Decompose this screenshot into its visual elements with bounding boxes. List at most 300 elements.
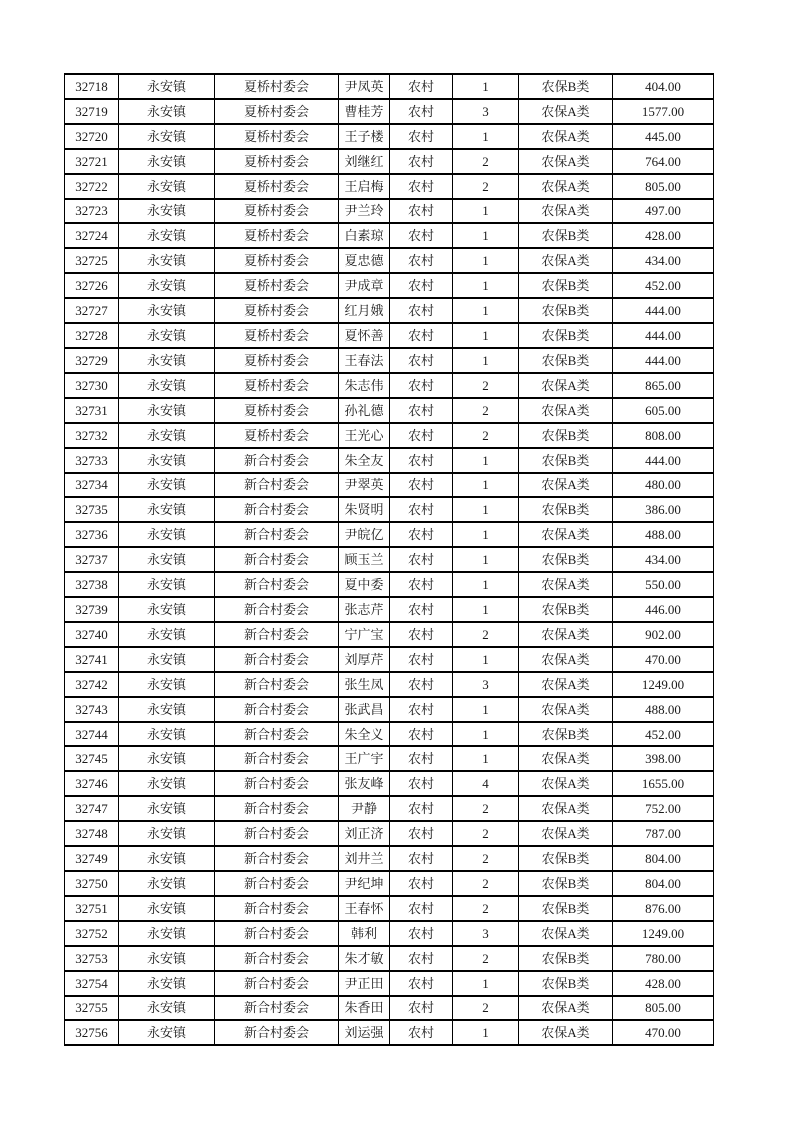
cell-town: 永安镇 xyxy=(119,597,215,622)
cell-town: 永安镇 xyxy=(119,796,215,821)
table-row xyxy=(65,348,714,373)
cell-village-committee: 新合村委会 xyxy=(215,1020,339,1045)
cell-insurance-class: 农保A类 xyxy=(519,647,613,672)
cell-residence-type: 农村 xyxy=(390,722,453,747)
cell-person-count: 1 xyxy=(453,572,519,597)
cell-amount: 444.00 xyxy=(613,348,714,373)
cell-record-id: 32745 xyxy=(65,746,119,771)
cell-person-name: 朱全义 xyxy=(339,722,390,747)
cell-amount: 428.00 xyxy=(613,971,714,996)
cell-village-committee: 新合村委会 xyxy=(215,547,339,572)
cell-person-name: 王启梅 xyxy=(339,174,390,199)
cell-person-count: 2 xyxy=(453,871,519,896)
cell-record-id: 32739 xyxy=(65,597,119,622)
table-row xyxy=(65,946,714,971)
cell-village-committee: 夏桥村委会 xyxy=(215,248,339,273)
cell-town: 永安镇 xyxy=(119,572,215,597)
cell-village-committee: 新合村委会 xyxy=(215,921,339,946)
cell-person-count: 1 xyxy=(453,74,519,99)
cell-amount: 1577.00 xyxy=(613,99,714,124)
table-row xyxy=(65,273,714,298)
table-row xyxy=(65,223,714,248)
cell-town: 永安镇 xyxy=(119,74,215,99)
cell-amount: 787.00 xyxy=(613,821,714,846)
cell-person-count: 1 xyxy=(453,298,519,323)
cell-village-committee: 夏桥村委会 xyxy=(215,298,339,323)
cell-person-name: 刘井兰 xyxy=(339,846,390,871)
cell-amount: 488.00 xyxy=(613,522,714,547)
cell-person-count: 1 xyxy=(453,124,519,149)
cell-town: 永安镇 xyxy=(119,124,215,149)
cell-amount: 497.00 xyxy=(613,199,714,224)
cell-town: 永安镇 xyxy=(119,473,215,498)
cell-town: 永安镇 xyxy=(119,373,215,398)
cell-village-committee: 新合村委会 xyxy=(215,746,339,771)
cell-person-name: 尹纪坤 xyxy=(339,871,390,896)
cell-record-id: 32737 xyxy=(65,547,119,572)
cell-record-id: 32749 xyxy=(65,846,119,871)
cell-town: 永安镇 xyxy=(119,174,215,199)
cell-person-count: 1 xyxy=(453,722,519,747)
cell-insurance-class: 农保B类 xyxy=(519,348,613,373)
cell-insurance-class: 农保B类 xyxy=(519,971,613,996)
cell-person-count: 3 xyxy=(453,921,519,946)
cell-insurance-class: 农保A类 xyxy=(519,174,613,199)
cell-residence-type: 农村 xyxy=(390,547,453,572)
cell-person-name: 宁广宝 xyxy=(339,622,390,647)
table-row xyxy=(65,572,714,597)
cell-insurance-class: 农保A类 xyxy=(519,572,613,597)
cell-record-id: 32747 xyxy=(65,796,119,821)
cell-person-count: 2 xyxy=(453,946,519,971)
cell-person-name: 王广宇 xyxy=(339,746,390,771)
cell-town: 永安镇 xyxy=(119,771,215,796)
cell-insurance-class: 农保A类 xyxy=(519,124,613,149)
cell-residence-type: 农村 xyxy=(390,323,453,348)
cell-person-name: 尹兰玲 xyxy=(339,199,390,224)
cell-village-committee: 夏桥村委会 xyxy=(215,149,339,174)
cell-amount: 398.00 xyxy=(613,746,714,771)
cell-village-committee: 新合村委会 xyxy=(215,946,339,971)
cell-town: 永安镇 xyxy=(119,896,215,921)
cell-person-count: 1 xyxy=(453,522,519,547)
cell-person-count: 1 xyxy=(453,746,519,771)
table-row xyxy=(65,124,714,149)
cell-person-count: 1 xyxy=(453,473,519,498)
cell-residence-type: 农村 xyxy=(390,921,453,946)
cell-residence-type: 农村 xyxy=(390,896,453,921)
cell-town: 永安镇 xyxy=(119,722,215,747)
cell-residence-type: 农村 xyxy=(390,622,453,647)
cell-village-committee: 夏桥村委会 xyxy=(215,124,339,149)
cell-insurance-class: 农保B类 xyxy=(519,597,613,622)
cell-village-committee: 新合村委会 xyxy=(215,996,339,1021)
table-row xyxy=(65,74,714,99)
cell-person-name: 尹皖亿 xyxy=(339,522,390,547)
cell-person-count: 1 xyxy=(453,497,519,522)
cell-village-committee: 新合村委会 xyxy=(215,647,339,672)
cell-insurance-class: 农保A类 xyxy=(519,796,613,821)
cell-amount: 804.00 xyxy=(613,871,714,896)
cell-person-name: 朱才敏 xyxy=(339,946,390,971)
table-row xyxy=(65,746,714,771)
cell-town: 永安镇 xyxy=(119,298,215,323)
cell-residence-type: 农村 xyxy=(390,124,453,149)
cell-person-name: 尹凤英 xyxy=(339,74,390,99)
cell-insurance-class: 农保B类 xyxy=(519,946,613,971)
cell-person-name: 张武昌 xyxy=(339,697,390,722)
cell-insurance-class: 农保A类 xyxy=(519,697,613,722)
cell-person-name: 王子楼 xyxy=(339,124,390,149)
cell-person-name: 顾玉兰 xyxy=(339,547,390,572)
cell-person-count: 2 xyxy=(453,149,519,174)
table-row xyxy=(65,921,714,946)
table-row xyxy=(65,373,714,398)
cell-village-committee: 新合村委会 xyxy=(215,871,339,896)
cell-town: 永安镇 xyxy=(119,199,215,224)
cell-residence-type: 农村 xyxy=(390,149,453,174)
cell-person-count: 1 xyxy=(453,597,519,622)
cell-person-name: 红月娥 xyxy=(339,298,390,323)
cell-town: 永安镇 xyxy=(119,547,215,572)
cell-amount: 805.00 xyxy=(613,174,714,199)
cell-person-count: 1 xyxy=(453,547,519,572)
cell-amount: 902.00 xyxy=(613,622,714,647)
cell-amount: 865.00 xyxy=(613,373,714,398)
table-row xyxy=(65,846,714,871)
cell-amount: 428.00 xyxy=(613,223,714,248)
table-row xyxy=(65,597,714,622)
table-row xyxy=(65,672,714,697)
cell-village-committee: 夏桥村委会 xyxy=(215,74,339,99)
cell-town: 永安镇 xyxy=(119,223,215,248)
cell-person-name: 张友峰 xyxy=(339,771,390,796)
cell-amount: 764.00 xyxy=(613,149,714,174)
table-row xyxy=(65,1020,714,1045)
cell-record-id: 32744 xyxy=(65,722,119,747)
cell-insurance-class: 农保B类 xyxy=(519,448,613,473)
cell-person-count: 2 xyxy=(453,821,519,846)
cell-record-id: 32751 xyxy=(65,896,119,921)
cell-record-id: 32721 xyxy=(65,149,119,174)
cell-amount: 752.00 xyxy=(613,796,714,821)
cell-insurance-class: 农保A类 xyxy=(519,199,613,224)
cell-town: 永安镇 xyxy=(119,871,215,896)
cell-insurance-class: 农保B类 xyxy=(519,74,613,99)
table-row xyxy=(65,398,714,423)
cell-record-id: 32732 xyxy=(65,423,119,448)
table-row xyxy=(65,448,714,473)
cell-amount: 445.00 xyxy=(613,124,714,149)
cell-residence-type: 农村 xyxy=(390,273,453,298)
cell-record-id: 32720 xyxy=(65,124,119,149)
cell-record-id: 32719 xyxy=(65,99,119,124)
cell-person-name: 韩利 xyxy=(339,921,390,946)
cell-amount: 470.00 xyxy=(613,647,714,672)
cell-person-name: 尹正田 xyxy=(339,971,390,996)
cell-town: 永安镇 xyxy=(119,99,215,124)
cell-person-name: 尹翠英 xyxy=(339,473,390,498)
table-row xyxy=(65,996,714,1021)
cell-residence-type: 农村 xyxy=(390,497,453,522)
cell-residence-type: 农村 xyxy=(390,423,453,448)
cell-person-name: 刘运强 xyxy=(339,1020,390,1045)
cell-amount: 386.00 xyxy=(613,497,714,522)
table-row xyxy=(65,771,714,796)
cell-village-committee: 新合村委会 xyxy=(215,821,339,846)
table-row xyxy=(65,871,714,896)
cell-village-committee: 夏桥村委会 xyxy=(215,423,339,448)
cell-village-committee: 新合村委会 xyxy=(215,497,339,522)
cell-village-committee: 新合村委会 xyxy=(215,522,339,547)
cell-insurance-class: 农保A类 xyxy=(519,248,613,273)
cell-town: 永安镇 xyxy=(119,996,215,1021)
cell-village-committee: 新合村委会 xyxy=(215,597,339,622)
table-row xyxy=(65,796,714,821)
cell-person-count: 1 xyxy=(453,1020,519,1045)
cell-person-count: 1 xyxy=(453,273,519,298)
cell-person-count: 1 xyxy=(453,348,519,373)
cell-insurance-class: 农保B类 xyxy=(519,896,613,921)
cell-insurance-class: 农保B类 xyxy=(519,871,613,896)
cell-amount: 488.00 xyxy=(613,697,714,722)
cell-person-count: 4 xyxy=(453,771,519,796)
cell-record-id: 32756 xyxy=(65,1020,119,1045)
cell-person-name: 王春法 xyxy=(339,348,390,373)
cell-person-count: 2 xyxy=(453,796,519,821)
cell-person-count: 3 xyxy=(453,672,519,697)
cell-amount: 804.00 xyxy=(613,846,714,871)
cell-amount: 780.00 xyxy=(613,946,714,971)
cell-record-id: 32734 xyxy=(65,473,119,498)
cell-record-id: 32724 xyxy=(65,223,119,248)
cell-person-name: 刘继红 xyxy=(339,149,390,174)
cell-residence-type: 农村 xyxy=(390,348,453,373)
cell-town: 永安镇 xyxy=(119,323,215,348)
cell-village-committee: 新合村委会 xyxy=(215,846,339,871)
cell-insurance-class: 农保B类 xyxy=(519,846,613,871)
cell-insurance-class: 农保B类 xyxy=(519,298,613,323)
cell-person-name: 夏怀善 xyxy=(339,323,390,348)
cell-residence-type: 农村 xyxy=(390,199,453,224)
cell-residence-type: 农村 xyxy=(390,597,453,622)
cell-record-id: 32729 xyxy=(65,348,119,373)
cell-town: 永安镇 xyxy=(119,149,215,174)
cell-village-committee: 夏桥村委会 xyxy=(215,223,339,248)
cell-person-name: 曹桂芳 xyxy=(339,99,390,124)
cell-person-name: 张生凤 xyxy=(339,672,390,697)
cell-insurance-class: 农保A类 xyxy=(519,921,613,946)
cell-amount: 434.00 xyxy=(613,547,714,572)
cell-insurance-class: 农保A类 xyxy=(519,373,613,398)
cell-town: 永安镇 xyxy=(119,497,215,522)
cell-amount: 1249.00 xyxy=(613,921,714,946)
cell-amount: 444.00 xyxy=(613,448,714,473)
cell-amount: 550.00 xyxy=(613,572,714,597)
cell-town: 永安镇 xyxy=(119,448,215,473)
cell-record-id: 32718 xyxy=(65,74,119,99)
table-row xyxy=(65,522,714,547)
cell-residence-type: 农村 xyxy=(390,771,453,796)
cell-insurance-class: 农保B类 xyxy=(519,273,613,298)
cell-person-count: 1 xyxy=(453,248,519,273)
cell-person-count: 1 xyxy=(453,971,519,996)
cell-residence-type: 农村 xyxy=(390,74,453,99)
cell-person-name: 朱贤明 xyxy=(339,497,390,522)
cell-residence-type: 农村 xyxy=(390,946,453,971)
cell-insurance-class: 农保A类 xyxy=(519,672,613,697)
cell-village-committee: 新合村委会 xyxy=(215,896,339,921)
table-row xyxy=(65,896,714,921)
cell-record-id: 32728 xyxy=(65,323,119,348)
cell-residence-type: 农村 xyxy=(390,821,453,846)
cell-person-count: 2 xyxy=(453,398,519,423)
cell-insurance-class: 农保B类 xyxy=(519,547,613,572)
cell-person-count: 1 xyxy=(453,223,519,248)
records-table xyxy=(64,73,714,1046)
cell-amount: 404.00 xyxy=(613,74,714,99)
cell-amount: 805.00 xyxy=(613,996,714,1021)
cell-amount: 1655.00 xyxy=(613,771,714,796)
cell-person-count: 1 xyxy=(453,697,519,722)
cell-record-id: 32743 xyxy=(65,697,119,722)
cell-person-count: 2 xyxy=(453,373,519,398)
table-row xyxy=(65,722,714,747)
cell-person-name: 白素琼 xyxy=(339,223,390,248)
table-row xyxy=(65,971,714,996)
cell-amount: 444.00 xyxy=(613,298,714,323)
cell-residence-type: 农村 xyxy=(390,174,453,199)
cell-residence-type: 农村 xyxy=(390,223,453,248)
table-row xyxy=(65,99,714,124)
cell-insurance-class: 农保A类 xyxy=(519,746,613,771)
cell-residence-type: 农村 xyxy=(390,1020,453,1045)
cell-insurance-class: 农保A类 xyxy=(519,522,613,547)
cell-insurance-class: 农保A类 xyxy=(519,771,613,796)
cell-residence-type: 农村 xyxy=(390,398,453,423)
table-row xyxy=(65,199,714,224)
cell-person-count: 2 xyxy=(453,896,519,921)
records-table-body xyxy=(65,74,714,1045)
cell-amount: 605.00 xyxy=(613,398,714,423)
cell-amount: 444.00 xyxy=(613,323,714,348)
cell-insurance-class: 农保B类 xyxy=(519,722,613,747)
cell-town: 永安镇 xyxy=(119,647,215,672)
cell-person-name: 王春怀 xyxy=(339,896,390,921)
cell-insurance-class: 农保A类 xyxy=(519,821,613,846)
cell-person-name: 夏中委 xyxy=(339,572,390,597)
cell-record-id: 32753 xyxy=(65,946,119,971)
cell-record-id: 32740 xyxy=(65,622,119,647)
cell-town: 永安镇 xyxy=(119,398,215,423)
cell-village-committee: 新合村委会 xyxy=(215,448,339,473)
cell-insurance-class: 农保A类 xyxy=(519,622,613,647)
table-row xyxy=(65,423,714,448)
cell-residence-type: 农村 xyxy=(390,796,453,821)
table-row xyxy=(65,622,714,647)
cell-village-committee: 新合村委会 xyxy=(215,622,339,647)
cell-town: 永安镇 xyxy=(119,1020,215,1045)
cell-residence-type: 农村 xyxy=(390,746,453,771)
cell-person-name: 朱香田 xyxy=(339,996,390,1021)
table-row xyxy=(65,298,714,323)
cell-insurance-class: 农保A类 xyxy=(519,149,613,174)
cell-record-id: 32733 xyxy=(65,448,119,473)
cell-record-id: 32746 xyxy=(65,771,119,796)
cell-person-count: 2 xyxy=(453,622,519,647)
cell-amount: 470.00 xyxy=(613,1020,714,1045)
cell-village-committee: 新合村委会 xyxy=(215,722,339,747)
cell-person-name: 张志芹 xyxy=(339,597,390,622)
cell-village-committee: 夏桥村委会 xyxy=(215,199,339,224)
cell-village-committee: 新合村委会 xyxy=(215,672,339,697)
cell-record-id: 32750 xyxy=(65,871,119,896)
cell-record-id: 32722 xyxy=(65,174,119,199)
cell-insurance-class: 农保A类 xyxy=(519,99,613,124)
cell-person-count: 1 xyxy=(453,323,519,348)
cell-amount: 876.00 xyxy=(613,896,714,921)
table-row xyxy=(65,821,714,846)
table-row xyxy=(65,174,714,199)
cell-record-id: 32723 xyxy=(65,199,119,224)
cell-residence-type: 农村 xyxy=(390,871,453,896)
cell-person-name: 刘正济 xyxy=(339,821,390,846)
cell-town: 永安镇 xyxy=(119,821,215,846)
cell-village-committee: 新合村委会 xyxy=(215,572,339,597)
cell-amount: 434.00 xyxy=(613,248,714,273)
cell-town: 永安镇 xyxy=(119,522,215,547)
cell-person-name: 尹成章 xyxy=(339,273,390,298)
table-row xyxy=(65,497,714,522)
cell-person-count: 1 xyxy=(453,647,519,672)
cell-person-count: 3 xyxy=(453,99,519,124)
cell-residence-type: 农村 xyxy=(390,298,453,323)
cell-town: 永安镇 xyxy=(119,746,215,771)
cell-village-committee: 夏桥村委会 xyxy=(215,174,339,199)
cell-village-committee: 夏桥村委会 xyxy=(215,398,339,423)
cell-record-id: 32741 xyxy=(65,647,119,672)
cell-amount: 480.00 xyxy=(613,473,714,498)
table-row xyxy=(65,323,714,348)
cell-insurance-class: 农保A类 xyxy=(519,1020,613,1045)
cell-residence-type: 农村 xyxy=(390,373,453,398)
table-row xyxy=(65,149,714,174)
cell-residence-type: 农村 xyxy=(390,672,453,697)
cell-town: 永安镇 xyxy=(119,622,215,647)
cell-record-id: 32742 xyxy=(65,672,119,697)
cell-village-committee: 新合村委会 xyxy=(215,796,339,821)
cell-person-name: 王光心 xyxy=(339,423,390,448)
cell-village-committee: 夏桥村委会 xyxy=(215,323,339,348)
cell-person-count: 2 xyxy=(453,996,519,1021)
cell-person-name: 朱全友 xyxy=(339,448,390,473)
cell-person-name: 尹静 xyxy=(339,796,390,821)
cell-insurance-class: 农保A类 xyxy=(519,473,613,498)
table-row xyxy=(65,697,714,722)
cell-record-id: 32736 xyxy=(65,522,119,547)
cell-residence-type: 农村 xyxy=(390,522,453,547)
cell-residence-type: 农村 xyxy=(390,473,453,498)
cell-record-id: 32752 xyxy=(65,921,119,946)
cell-person-count: 2 xyxy=(453,174,519,199)
table-row xyxy=(65,647,714,672)
cell-person-count: 1 xyxy=(453,199,519,224)
cell-residence-type: 农村 xyxy=(390,448,453,473)
cell-person-name: 朱志伟 xyxy=(339,373,390,398)
cell-residence-type: 农村 xyxy=(390,647,453,672)
cell-residence-type: 农村 xyxy=(390,99,453,124)
cell-town: 永安镇 xyxy=(119,348,215,373)
